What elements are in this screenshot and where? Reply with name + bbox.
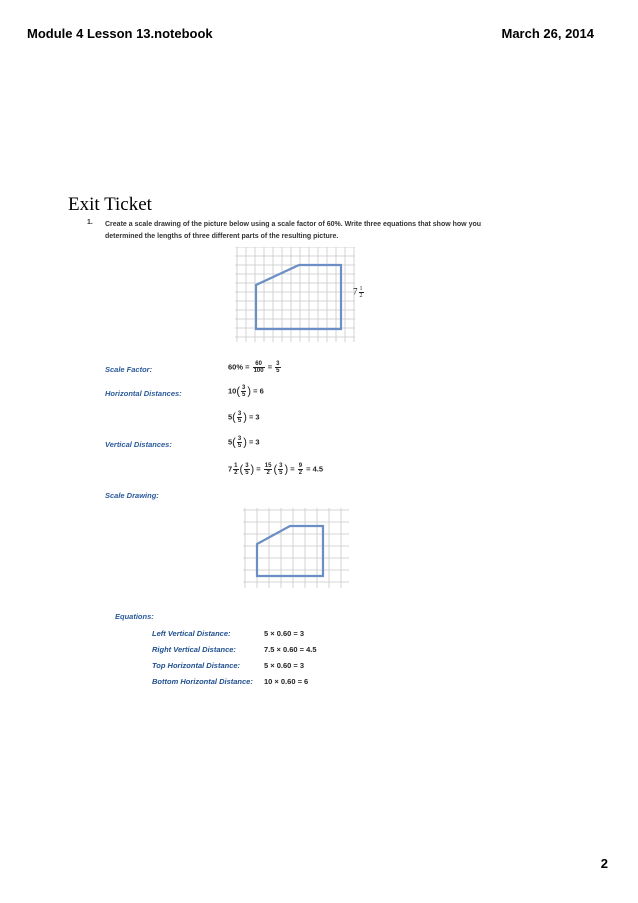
v2-mid-num: 15 — [264, 463, 272, 469]
v2-a-den: 5 — [245, 470, 249, 476]
h1-lead: 10 — [228, 386, 237, 396]
equation-label-right-vertical: Right Vertical Distance: — [152, 645, 236, 654]
scale-drawing — [243, 508, 349, 588]
v2-lead: 7 — [228, 464, 233, 474]
equation-value-top-horizontal: 5 × 0.60 = 3 — [264, 661, 305, 670]
question-text — [105, 219, 525, 243]
equation-label-top-horizontal: Top Horizontal Distance: — [152, 661, 241, 670]
v1-den: 5 — [237, 443, 242, 449]
v2-end-num: 9 — [298, 463, 303, 469]
equation-label-bottom-horizontal: Bottom Horizontal Distance: — [152, 677, 253, 686]
h2-num: 3 — [237, 411, 242, 417]
notebook-date: March 26, 2014 — [501, 26, 594, 41]
question-number: 1. — [87, 219, 93, 226]
sf-frac2-num: 3 — [276, 361, 280, 367]
vertical-equation-2: 7 $\frac{1}{2}$ ( $\frac{3}{5}$ ) = $\frac{15}{2}$ ( $\frac{3}{5}$ ) = $\frac{9}{2}$ = 4.5 — [228, 463, 324, 476]
page-number: 2 — [600, 856, 608, 871]
side-label-whole: 7 — [353, 286, 358, 297]
v1-num: 3 — [237, 436, 242, 442]
v2-eq-1: = — [256, 464, 261, 474]
question-line-2: determined the lengths of three different parts of the resulting picture. — [105, 233, 339, 240]
scaled-shape — [257, 526, 323, 576]
v1-result: = 3 — [248, 437, 260, 447]
sf-frac1-num: 60 — [253, 361, 265, 368]
horizontal-equation-1: 10( $\frac{3}{5}$ ) = 6 — [228, 385, 264, 398]
h2-lead: 5 — [228, 412, 233, 422]
scale-factor-label: Scale Factor: — [105, 365, 153, 374]
h1-result: = 6 — [253, 386, 264, 396]
v2-mixed-den: 2 — [234, 470, 238, 476]
v2-mid-den: 2 — [266, 470, 270, 476]
h1-den: 5 — [242, 392, 246, 398]
sf-eq-sign: = — [267, 362, 273, 372]
vertical-equation-1: 5( $\frac{3}{5}$ ) = 3 — [228, 436, 260, 449]
side-length-label — [353, 286, 365, 299]
v2-result: = 4.5 — [306, 464, 324, 474]
equation-label-left-vertical: Left Vertical Distance: — [152, 629, 231, 638]
sf-frac2-den: 5 — [276, 368, 280, 374]
scale-factor-prefix: 60% = — [228, 362, 250, 372]
v1-lead: 5 — [228, 437, 233, 447]
scale-factor-equation — [228, 361, 282, 374]
horizontal-distances-label: Horizontal Distances: — [105, 389, 182, 398]
h2-result: = 3 — [248, 412, 260, 422]
scale-drawing-label: Scale Drawing: — [105, 491, 159, 500]
v2-b-den: 5 — [279, 470, 283, 476]
equation-value-left-vertical: 5 × 0.60 = 3 — [264, 629, 305, 638]
v2-a-num: 3 — [245, 463, 249, 469]
h1-num: 3 — [242, 385, 246, 391]
v2-mixed-num: 1 — [234, 463, 238, 469]
original-grid — [235, 247, 355, 342]
notebook-title: Module 4 Lesson 13.notebook — [27, 26, 213, 41]
side-label-den: 2 — [359, 293, 363, 299]
side-label-num: 1 — [359, 286, 363, 292]
original-figure — [235, 247, 355, 342]
horizontal-equation-2: 5( $\frac{3}{5}$ ) = 3 — [228, 411, 260, 424]
h2-den: 5 — [237, 418, 242, 424]
vertical-distances-label: Vertical Distances: — [105, 440, 172, 449]
sf-frac1-den: 100 — [253, 368, 264, 374]
equations-heading: Equations: — [115, 612, 154, 621]
v2-end-den: 2 — [298, 470, 303, 476]
v2-eq-2: = — [290, 464, 295, 474]
page-title: Exit Ticket — [68, 194, 152, 215]
equation-value-bottom-horizontal: 10 × 0.60 = 6 — [264, 677, 309, 686]
question-line-1: Create a scale drawing of the picture below using a scale factor of 60%. Write three equations that show how you — [105, 221, 482, 228]
v2-b-num: 3 — [279, 463, 283, 469]
equation-value-right-vertical: 7.5 × 0.60 = 4.5 — [264, 645, 317, 654]
